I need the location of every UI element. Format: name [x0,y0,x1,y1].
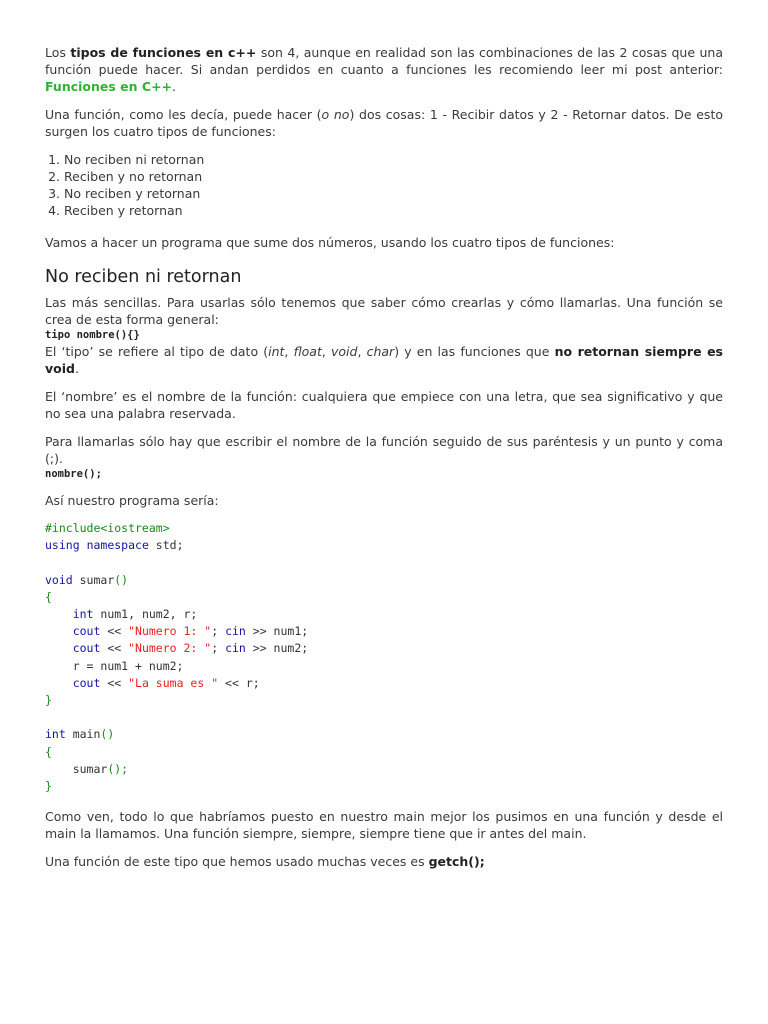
tipo-paragraph [45,343,723,377]
code-token: << r; [218,675,260,690]
code-token: () [100,727,115,742]
code-token: cout [72,641,101,656]
code-token: namespace [86,538,149,553]
general-form-code: tipo nombre(){} [45,329,140,341]
code-token: cin [225,624,246,639]
text: son 4, aunque en realidad son las combinaciones de las 2 cosas que una función puede hacer. Si andan perdidos en cuanto a funciones les recomiendo leer mi post anterior: [45,45,723,77]
code-token: main [65,727,101,742]
call-paragraph: Para llamarlas sólo hay que escribir el nombre de la función seguido de sus paréntesis y un punto y coma (;). [45,434,723,466]
bold-text: no retornan siempre es void [45,344,724,376]
call-code: nombre(); [45,468,102,480]
code-token: { [45,744,52,759]
code-token: } [45,693,52,708]
code-token: cout [72,624,101,639]
text: El ‘tipo’ se refiere al tipo de dato ( [45,344,269,359]
conclusion-paragraph: Como ven, todo lo que habríamos puesto en nuestro main mejor los pusimos en una función y desde el main la llamamos. Una función siempre, siempre, siempre tiene que ir antes del main. [45,809,723,842]
code-token: int [45,727,66,742]
code-token: std; [148,538,184,553]
text: . [172,79,176,94]
code-token: int [72,607,94,622]
bold-text: getch(); [428,854,485,870]
code-token: } [45,779,52,794]
text: ) y en las funciones que [394,344,555,359]
list-item: 3. No reciben y retornan [64,185,723,202]
code-token: sumar [72,572,115,587]
code-block [45,520,723,795]
two-things-paragraph [45,106,723,140]
article-body [45,44,723,881]
list-item: 4. Reciben y retornan [64,202,723,219]
code-token: { [45,589,52,604]
code-token: ; [211,624,226,639]
bold-text: tipos de funciones en c++ [70,45,257,60]
italic-text: void [331,344,358,359]
program-paragraph: Así nuestro programa sería: [45,493,219,508]
text: Una función de este tipo que hemos usado muchas veces es [45,854,429,870]
code-token: >> [245,641,274,656]
code-token: << [100,641,129,656]
text: . [74,361,79,376]
code-token: << [100,624,129,639]
simple-paragraph: Las más sencillas. Para usarlas sólo tenemos que saber cómo crearlas y cómo llamarlas. Una función se crea de esta forma general: [45,295,723,327]
code-token: >> [245,624,274,639]
code-token: void [45,572,73,587]
code-token: (); [107,761,129,776]
code-token: "La suma es " [128,675,219,690]
code-token: r = num1 + num2; [72,658,184,673]
section-heading: No reciben ni retornan [45,267,242,287]
code-token: "Numero 2: " [128,641,212,656]
code-token: num2; [273,641,309,656]
code-token: sumar [72,761,108,776]
code-token: num1, num2, r; [93,607,198,622]
text: Una función, como les decía, puede hacer ( [45,107,322,122]
text: , [321,344,331,359]
code-token: << [100,675,129,690]
code-token: using [45,538,80,553]
text: , [284,344,294,359]
italic-text: int [268,344,285,359]
nombre-paragraph: El ‘nombre’ es el nombre de la función: cualquiera que empiece con una letra, que sea significativo y que no sea una palabra reservada. [45,389,723,421]
intro-paragraph [45,44,723,95]
funciones-link[interactable]: Funciones en C++ [45,79,173,94]
list-item: 1. No reciben ni retornan [64,151,723,168]
italic-text: char [366,344,395,359]
code-token: ; [211,641,226,656]
code-token: "Numero 1: " [128,624,212,639]
function-types-list [45,151,723,219]
code-token: cout [72,675,101,690]
italic-text: float [293,344,322,359]
text: Los [45,45,71,60]
code-token: () [114,572,129,587]
getch-paragraph [45,853,723,870]
italic-text: o no [321,107,350,122]
list-item: 2. Reciben y no retornan [64,168,723,185]
code-token: cin [225,641,246,656]
text: ) dos cosas: 1 - Recibir datos y 2 - Retornar datos. De esto surgen los cuatro tipos de funciones: [45,107,723,139]
code-token: num1; [273,624,309,639]
text: , [357,344,367,359]
code-token: #include<iostream> [45,521,170,535]
program-intro-paragraph: Vamos a hacer un programa que sume dos números, usando los cuatro tipos de funciones: [45,235,615,250]
